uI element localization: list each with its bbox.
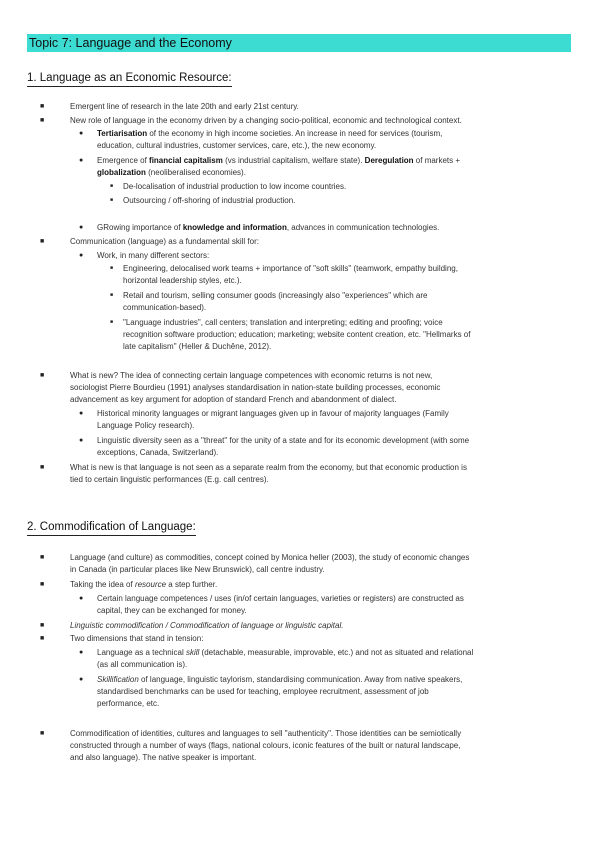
bold-term: globalization xyxy=(97,168,146,177)
list-item: Taking the idea of resource a step further. xyxy=(70,580,218,589)
bullet-icon: ● xyxy=(79,649,84,656)
list-item: Certain language competences / uses (in/of certain languages, varieties or registers) are constructed as xyxy=(97,594,464,603)
italic-term: resource xyxy=(134,580,167,589)
bullet-icon: ■ xyxy=(40,117,45,124)
list-item: Communication (language) as a fundamental skill for: xyxy=(70,237,259,246)
bullet-icon: ■ xyxy=(40,372,45,379)
list-item: What is new? The idea of connecting certain language competences with economic returns is not new, xyxy=(70,371,433,380)
list-item: "Language industries", call centers; translation and interpreting; editing and proofing; voice xyxy=(123,318,443,327)
list-item: Emergence of financial capitalism (vs industrial capitalism, welfare state). Deregulation of markets + xyxy=(97,156,461,165)
list-item-continuation: late capitalism" (Heller & Duchêne, 2012). xyxy=(123,342,272,351)
bullet-icon: ■ xyxy=(40,635,45,642)
list-item: Historical minority languages or migrant languages given up in favour of majority languages (Family xyxy=(97,409,449,418)
bullet-icon: ● xyxy=(79,676,84,683)
list-item: Engineering, delocalised work teams + importance of "soft skills" (teamwork, empathy building, xyxy=(123,264,458,273)
list-item-continuation: standardised benchmarks can be used for teaching, employee recruitment, assessment of job xyxy=(97,687,429,696)
list-item-continuation: constructed through a number of ways (flags, national colours, iconic features of the built or natural landscape, xyxy=(70,741,461,750)
list-item: Tertiarisation of the economy in high income societies. An increase in need for services (tourism, xyxy=(97,129,443,138)
list-item-continuation: tied to certain linguistic performances (E.g. call centres). xyxy=(70,475,269,484)
list-item-continuation: advancement as key argument for adoption of standard French and abandonment of dialect. xyxy=(70,395,397,404)
list-item: Emergent line of research in the late 20th and early 21st century. xyxy=(70,102,299,111)
bullet-icon: ■ xyxy=(40,103,45,110)
bold-term: Deregulation xyxy=(364,156,414,165)
list-item-continuation: exceptions, Canada, Switzerland). xyxy=(97,448,219,457)
list-item: Work, in many different sectors: xyxy=(97,251,210,260)
italic-term: Skillification xyxy=(97,675,139,684)
list-item: Linguistic commodification / Commodification of language or linguistic capital. xyxy=(70,621,344,630)
bullet-icon: ■ xyxy=(40,581,45,588)
italic-term: skill xyxy=(185,648,200,657)
bullet-icon: ■ xyxy=(40,464,45,471)
bullet-icon: ● xyxy=(79,410,84,417)
list-item: What is new is that language is not seen as a separate realm from the economy, but that economic production is xyxy=(70,463,467,472)
list-item-continuation: (as all communication is). xyxy=(97,660,188,669)
section-1-heading: 1. Language as an Economic Resource: xyxy=(27,71,232,87)
page-title: Topic 7: Language and the Economy xyxy=(27,34,571,52)
list-item-continuation: communication-based). xyxy=(123,303,207,312)
bullet-icon: ■ xyxy=(40,554,45,561)
list-item: Two dimensions that stand in tension: xyxy=(70,634,204,643)
bullet-icon: ● xyxy=(79,437,84,444)
list-item-continuation: education, cultural industries, customer services, care, etc.), the new economy. xyxy=(97,141,377,150)
bullet-icon: ● xyxy=(79,130,84,137)
list-item-continuation: horizontal leadership styles, etc.). xyxy=(123,276,242,285)
list-item-continuation: sociologist Pierre Bourdieu (1991) analyses standardisation in nation-state building processes, economic xyxy=(70,383,441,392)
bullet-icon: ■ xyxy=(110,319,114,325)
list-item: GRowing importance of knowledge and information, advances in communication technologies. xyxy=(97,223,440,232)
bullet-icon: ■ xyxy=(110,265,114,271)
list-item-continuation: globalization (neoliberalised economies). xyxy=(97,168,246,177)
bullet-icon: ■ xyxy=(40,730,45,737)
bullet-icon: ■ xyxy=(110,292,114,298)
list-item: De-localisation of industrial production to low income countries. xyxy=(123,182,347,191)
bullet-icon: ■ xyxy=(40,622,45,629)
bullet-icon: ● xyxy=(79,595,84,602)
list-item: Language (and culture) as commodities, concept coined by Monica heller (2003), the study of economic changes xyxy=(70,553,470,562)
list-item: Retail and tourism, selling consumer goods (increasingly also "experiences" which are xyxy=(123,291,428,300)
bold-term: knowledge and information xyxy=(182,223,287,232)
bullet-icon: ● xyxy=(79,157,84,164)
list-item: Commodification of identities, cultures and languages to sell "authenticity". Those identities can be semiotically xyxy=(70,729,462,738)
list-item-continuation: performance, etc. xyxy=(97,699,160,708)
bullet-icon: ■ xyxy=(40,238,45,245)
bullet-icon: ■ xyxy=(110,183,114,189)
list-item-continuation: in Canada (in particular places like New Brunswick), call centre industry. xyxy=(70,565,325,574)
bullet-icon: ● xyxy=(79,224,84,231)
list-item-continuation: recognition software production; education; marketing; website content creation, etc. "Hellmarks of xyxy=(123,330,471,339)
list-item: Language as a technical skill (detachable, measurable, improvable, etc.) and not as situated and relational xyxy=(97,648,474,657)
list-item: Linguistic diversity seen as a "threat" for the unity of a state and for its economic development (with some xyxy=(97,436,470,445)
list-item: New role of language in the economy driven by a changing socio-political, economic and technological context. xyxy=(70,116,462,125)
list-item-continuation: Language Policy research). xyxy=(97,421,195,430)
list-item: Outsourcing / off-shoring of industrial production. xyxy=(123,196,296,205)
bold-term: financial capitalism xyxy=(149,156,223,165)
bullet-icon: ■ xyxy=(110,197,114,203)
list-item: Skillification of language, linguistic taylorism, standardising communication. Away from native speakers, xyxy=(97,675,463,684)
bullet-icon: ● xyxy=(79,252,84,259)
list-item-continuation: and also language). The native speaker is important. xyxy=(70,753,257,762)
section-2-heading: 2. Commodification of Language: xyxy=(27,520,196,536)
bold-term: Tertiarisation xyxy=(97,129,148,138)
list-item-continuation: capital, they can be exchanged for money. xyxy=(97,606,247,615)
